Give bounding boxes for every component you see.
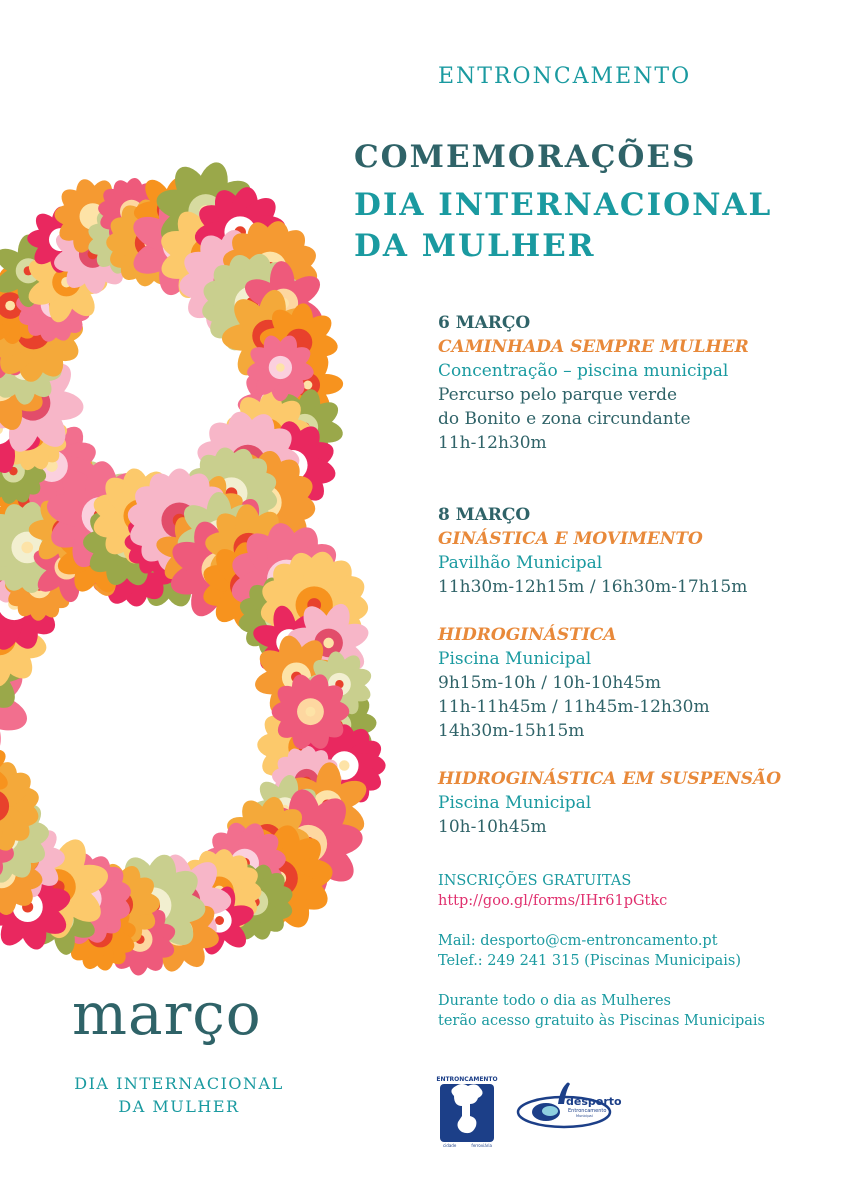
event-place: Pavilhão Municipal — [438, 553, 603, 573]
event-detail: Concentração – piscina municipal — [438, 361, 729, 381]
event-name: GINÁSTICA E MOVIMENTO — [438, 529, 703, 549]
event-name: HIDROGINÁSTICA EM SUSPENSÃO — [438, 769, 782, 789]
page-title-line2: DIA INTERNACIONAL — [354, 187, 773, 223]
event-time: 14h30m-15h15m — [438, 721, 585, 741]
footer-caption-line2: DA MULHER — [118, 1097, 240, 1116]
event-time: 11h-12h30m — [438, 433, 547, 453]
free-access-note: Durante todo o dia as Mulheres — [438, 993, 671, 1009]
event-time: 10h-10h45m — [438, 817, 547, 837]
page-title-line3: DA MULHER — [354, 228, 596, 264]
free-access-note: terão acesso gratuito às Piscinas Municipais — [438, 1013, 765, 1029]
desporto-logo-water — [542, 1106, 558, 1116]
municipality-logo-caption-right: ferroviária — [471, 1143, 492, 1148]
desporto-logo-word: desporto — [566, 1095, 622, 1108]
municipality-logo — [436, 1074, 498, 1148]
event-time: 9h15m-10h / 10h-10h45m — [438, 673, 662, 693]
event-time: 11h30m-12h15m / 16h30m-17h15m — [438, 577, 748, 597]
desporto-logo-tiny: Municipal — [576, 1114, 593, 1118]
event-block-6-marco — [438, 311, 749, 455]
municipality-logo-title: ENTRONCAMENTO — [436, 1076, 498, 1083]
contact-mail[interactable]: Mail: desporto@cm-entroncamento.pt — [438, 933, 718, 949]
event-place: Piscina Municipal — [438, 649, 592, 669]
contact-block — [438, 931, 741, 971]
event-block-8-marco — [438, 503, 747, 599]
registration-label: INSCRIÇÕES GRATUITAS — [438, 873, 632, 889]
event-detail: do Bonito e zona circundante — [438, 409, 691, 429]
event-time: 11h-11h45m / 11h45m-12h30m — [438, 697, 710, 717]
desporto-logo-subtitle: Entroncamento — [568, 1108, 607, 1114]
event-date: 6 MARÇO — [438, 313, 531, 333]
event-detail: Percurso pelo parque verde — [438, 385, 678, 405]
month-title: março — [72, 980, 262, 1048]
event-block-hidroginastica — [438, 623, 710, 743]
event-place: Piscina Municipal — [438, 793, 592, 813]
floral-eight-illustration — [0, 170, 430, 960]
registration-link[interactable]: http://goo.gl/forms/IHr61pGtkc — [438, 893, 668, 909]
page-title-line1: COMEMORAÇÕES — [354, 139, 697, 175]
contact-phone: Telef.: 249 241 315 (Piscinas Municipais) — [438, 953, 742, 969]
event-date: 8 MARÇO — [438, 505, 531, 525]
desporto-logo — [516, 1078, 622, 1132]
city-heading: ENTRONCAMENTO — [438, 64, 692, 89]
footer-caption — [72, 1072, 286, 1118]
event-name: CAMINHADA SEMPRE MULHER — [438, 337, 749, 357]
event-block-suspensao — [438, 767, 781, 839]
municipality-logo-caption-left: cidade — [443, 1143, 457, 1148]
registration-block — [438, 871, 667, 911]
event-name: HIDROGINÁSTICA — [438, 625, 617, 645]
note-block — [438, 991, 765, 1031]
footer-caption-line1: DIA INTERNACIONAL — [74, 1074, 284, 1093]
